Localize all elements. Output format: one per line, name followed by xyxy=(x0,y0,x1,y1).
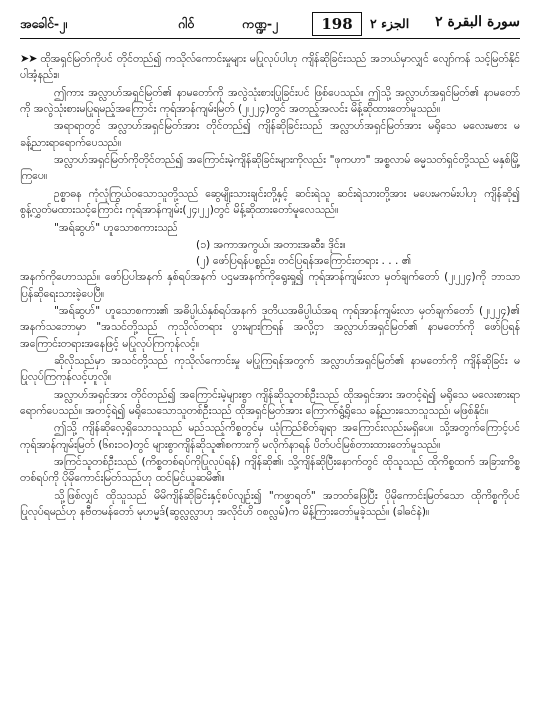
paragraph-12: အကြင်သူတစ်ဦးသည် (ကိစ္စတစ်ရပ်ကိုပြုလုပ်ရန်) ကျိန်ဆို၏၊ သို့ကျိန်ဆိုပြီးနောက်တွင် ထိုသူသည် ထိုကိစ္စထက် အခြားကိစ္စတစ်ရပ်ကို ပိုမိုကောင်းမြတ်သည်ဟု ထင်မြင်ယူဆမိ၏။ xyxy=(20,456,520,485)
paragraph-2: ဤကား အလ္လာဟ်အရှင်မြတ်၏ နာမတော်ကို အလွဲသုံးစားပြုခြင်းပင် ဖြစ်ပေသည်။ ဤသို့ အလ္လာဟ်အရှင်မြတ်၏ နာမတော်ကို အလွဲသုံးစားမပြုရမည့်အကြောင်း ကုရ်အာန်ကျမ်းမြတ် (၂၊၂၂၄)တွင် အတည့်အလင်း မိန့်ဆိုထားတော်မူသည်။ xyxy=(20,86,520,115)
paragraph-10: အလ္လာဟ်အရှင်အား တိုင်တည်၍ အကြောင်းမဲ့များစွာ ကျိန်ဆိုသူတစ်ဦးသည် ထိုအရှင်အား အတင့်ရဲ၍ မရိုသေ မလေးစားရာ ရောက်ပေသည်။ အတင့်ရဲ၍ မရိုသေသောသူတစ်ဦးသည် ထိုအရှင်မြတ်အား ကြောက်ရွံ့ရိုသေ ခန့်ညားသောသူသည်၊ မဖြစ်နိုင်။ xyxy=(20,388,520,417)
paragraph-1 xyxy=(20,51,520,83)
chapter-label: အခေါင်-၂၊ xyxy=(20,16,68,31)
page-number: 198 xyxy=(312,12,362,36)
arrow-icon: ➤➤ xyxy=(20,52,37,65)
paragraph-9: ဆိုလိုသည်မှာ အသင်တို့သည် ကုသိုလ်ကောင်းမှု မပြုကြရန်အတွက် အလ္လာဟ်အရှင်မြတ်၏ နာမတော်ကို ကျိန်ဆိုခြင်း မပြုလုပ်ကြကုန်လင့်ဟူလို။ xyxy=(20,355,520,384)
surah-title: سورة البقرة ٢ xyxy=(435,14,520,30)
paragraph-11: ဤသို့ ကျိန်ဆိုလေ့ရှိသောသူသည် မည်သည့်ကိစ္စတွင်မှ ယုံကြည်စိတ်ချရာ အကြောင်းလည်းမရှိပေ။ သို့အတွက်ကြောင့်ပင် ကုရ်အာန်ကျမ်းမြတ် (၆၈း၁၀)တွင် များစွာကျိန်ဆိုသူ၏စကားကို မလိုက်နာရန် ပိတ်ပင်မြစ်တားထားတော်မူသည်။ xyxy=(20,422,520,451)
paragraph-6: "အရ်ဆွဟ်" ဟူသောစကားသည် xyxy=(54,221,178,234)
paragraph-7: အနက်ကိုဟောသည်။ ဖော်ပြပါအနက် နှစ်ရပ်အနက် ပဌမအနက်ကိုရွေးရှု၍ ကုရ်အာန်ကျမ်းလာ မှတ်ချက်တော် (၂၊၂၂၄)ကို ဘာသာပြန်ဆိုရေးသားခဲ့ပေပြီ။ xyxy=(20,271,520,300)
juz-label: الجزء ٢ xyxy=(370,16,410,31)
paragraph-13: သို့ဖြစ်လျှင် ထိုသူသည် မိမိကျိန်ဆိုခြင်းနှင့်စပ်လျဉ်း၍ "ကဖ္ဖာရတ်" အဘတ်ဖြေပြီး ပိုမိုကောင်းမြတ်သော ထိုကိစ္စကိုပင်ပြုလုပ်ရမည်ဟု နဗီတမန်တော် မုဟမ္မဒ်(ဆွလ္လလ္လာဟု အလိုင်ဟိ ဝစလ္လမ်)က မိန့်ကြားတော်မူခဲ့သည်။ (ခါဓင်နဲ)။ xyxy=(20,489,520,519)
paragraph-4: အလ္လာဟ်အရှင်မြတ်ကိုတိုင်တည်၍ အကြောင်းမဲ့ကျိန်ဆိုခြင်းများကိုလည်း "ဖုကဟာ" အစ္စလာမ် ဓမ္မသတ်ရှင်တို့သည် မနှစ်မြို့ကြပေ။ xyxy=(20,154,520,183)
page-body xyxy=(20,51,520,520)
paragraph-8: "အရ်ဆွဟ်" ဟူသောစကား၏ အဓိပ္ပါယ်နှစ်ရပ်အနက် ဒုတိယအဓိပ္ပါယ်အရ ကုရ်အာန်ကျမ်းလာ မှတ်ချက်တော် (၂၊၂၂၄)၏ အနက်သဘောမှာ "အသင်တို့သည် ကုသိုလ်တရား ပွားများကြရန် အလို့ငှာ အလ္လာဟ်အရှင်မြတ်၏ နာမတော်ကို ဖော်ပြရန် အကြောင်းတရားအနေဖြင့် မပြုလုပ်ကြကုန်လင့်။ xyxy=(20,305,520,350)
section-label: ဂါဝ် xyxy=(178,16,195,31)
part-label: ကဏ္ဍ-၂ xyxy=(242,16,279,31)
meaning-1: (၁) အကာအကွယ်၊ အတားအဆီး၊ ဒိုင်း။ xyxy=(196,239,346,252)
page-header xyxy=(20,12,520,39)
paragraph-5: ဥစ္စာဓန ကုံလုံကြွယ်ဝသောသူတို့သည် ဆွေမျိုးသားချင်းတို့နှင့် ဆင်းရဲသူ ဆင်းရဲသားတို့အား မပေးမကမ်းပါဟု ကျိန်ဆို၍ စွန့်လွှတ်မထားသင့်ကြောင်း ကုရ်အာန်ကျမ်း(၂၄၊၂၂)တွင် မိန့်ဆိုထားတော်မူလေသည်။ xyxy=(20,187,520,217)
meaning-2: (၂) ဖော်ပြရန်ပစ္စည်း၊ တင်ပြရန်အကြောင်းတရား . . . ၏ xyxy=(196,255,412,268)
paragraph-text: ထိုအရှင်မြတ်ကိုပင် တိုင်တည်၍ ကသိုလ်ကောင်းမှုများ မပြုလုပ်ပါဟု ကျိန်ဆိုခြင်းသည် အဘယ်မှာလျှင် လျော်ကန် သင့်မြတ်နိုင်ပါအံ့နည်း။ xyxy=(20,53,521,82)
paragraph-3: အရာရာတွင် အလ္လာဟ်အရှင်မြတ်အား တိုင်တည်၍ ကျိန်ဆိုခြင်းသည် အလ္လာဟ်အရှင်မြတ်အား မရိုသေ မလေးမစား မခန့်ညားရာရောက်ပေသည်။ xyxy=(20,120,520,149)
